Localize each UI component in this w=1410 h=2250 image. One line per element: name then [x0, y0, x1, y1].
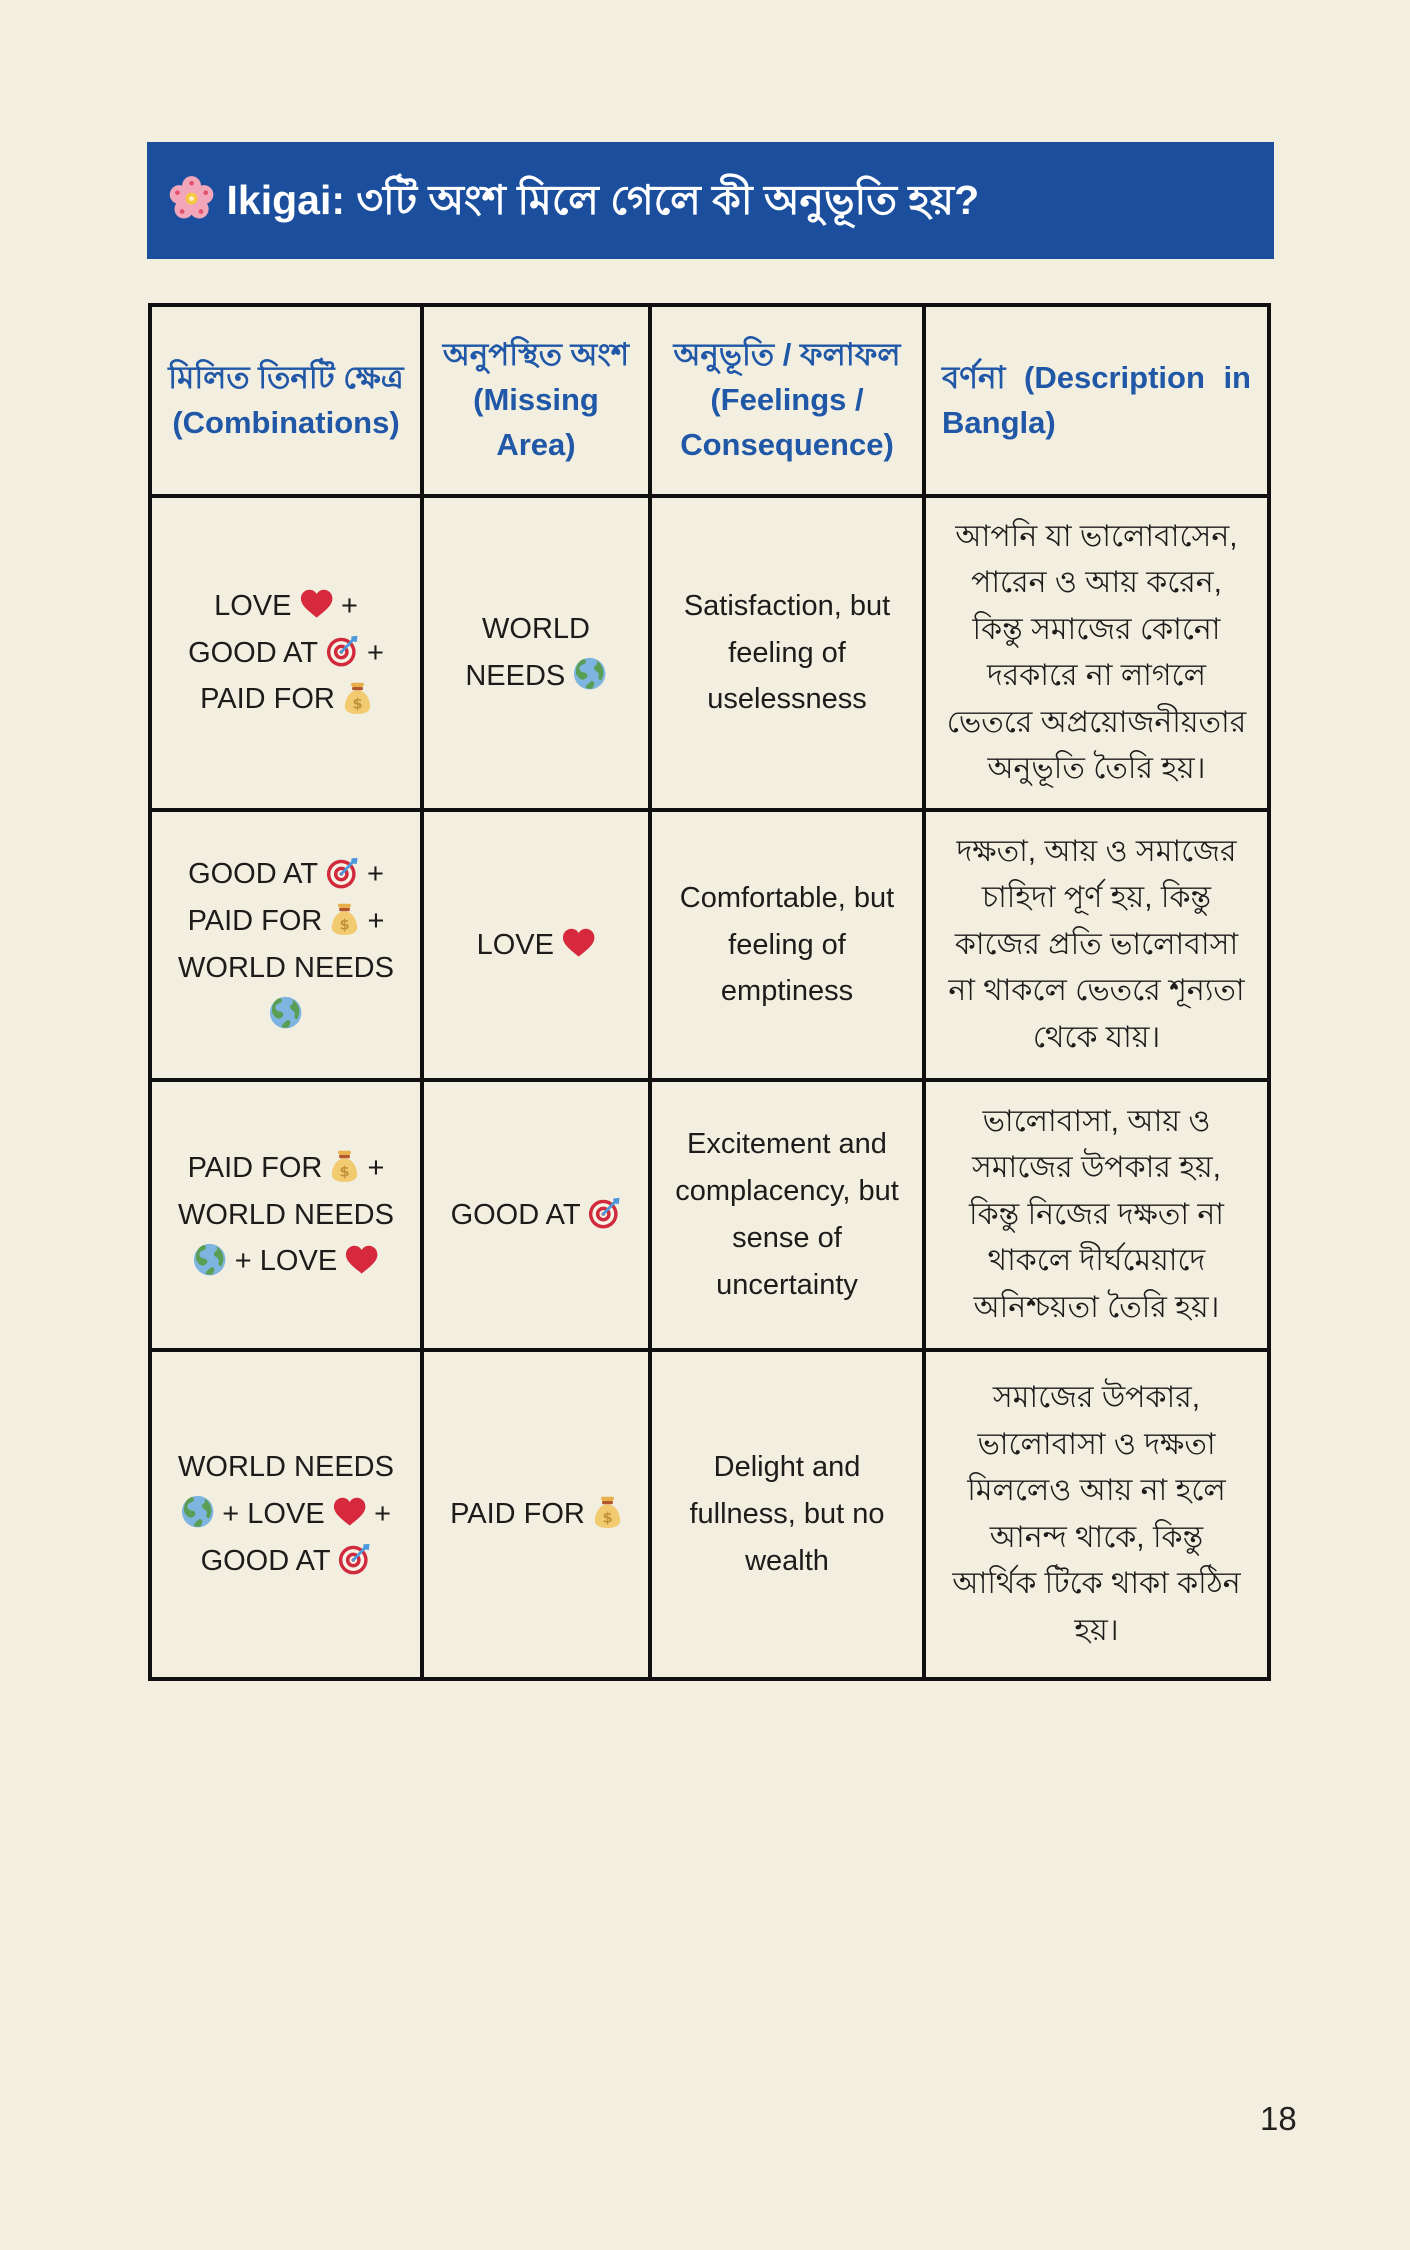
cherry-blossom-icon	[168, 175, 215, 222]
globe-icon	[193, 1243, 226, 1276]
cell-feelings: Excitement and complacency, but sense of uncertainty	[650, 1080, 924, 1350]
cell-missing-area: PAID FOR $	[422, 1350, 650, 1679]
heart-icon	[345, 1243, 378, 1276]
cell-feelings: Delight and fullness, but no wealth	[650, 1350, 924, 1679]
heart-icon	[300, 587, 333, 620]
svg-text:$: $	[339, 918, 350, 935]
column-header-feelings: অনুভূতি / ফলাফল (Feelings / Consequence)	[650, 305, 924, 496]
table-header-row	[150, 305, 1269, 496]
cell-feelings: Comfortable, but feeling of emptiness	[650, 810, 924, 1080]
cell-combination: LOVE + GOOD AT + PAID FOR $	[150, 496, 422, 810]
table-row	[150, 496, 1269, 810]
cell-combination: GOOD AT + PAID FOR $ + WORLD NEEDS	[150, 810, 422, 1080]
table-row	[150, 1080, 1269, 1350]
svg-text:$: $	[339, 1164, 350, 1181]
cell-description: দক্ষতা, আয় ও সমাজের চাহিদা পূর্ণ হয়, কিন্তু কাজের প্রতি ভালোবাসা না থাকলে ভেতরে শূন্যতা থেকে যায়।	[924, 810, 1269, 1080]
ikigai-feelings-table	[148, 303, 1271, 1681]
money-bag-icon	[593, 1495, 622, 1528]
money-bag-icon	[343, 681, 372, 714]
money-bag-icon	[330, 902, 359, 935]
cell-combination: PAID FOR $ + WORLD NEEDS + LOVE	[150, 1080, 422, 1350]
page-number: 18	[1260, 2100, 1297, 2137]
globe-icon	[181, 1495, 214, 1528]
target-icon	[326, 856, 359, 889]
column-header-description: বর্ণনা (Description in Bangla)	[924, 305, 1269, 496]
table-row	[150, 1350, 1269, 1679]
target-icon	[326, 634, 359, 667]
column-header-missing-area: অনুপস্থিত অংশ (Missing Area)	[422, 305, 650, 496]
column-header-combinations: মিলিত তিনটি ক্ষেত্র (Combinations)	[150, 305, 422, 496]
globe-icon	[573, 657, 606, 690]
target-icon	[588, 1196, 621, 1229]
target-icon	[338, 1542, 371, 1575]
cell-combination: WORLD NEEDS + LOVE + GOOD AT	[150, 1350, 422, 1679]
cell-description: সমাজের উপকার, ভালোবাসা ও দক্ষতা মিললেও আয় না হলে আনন্দ থাকে, কিন্তু আর্থিক টিকে থাকা কঠিন হয়।	[924, 1350, 1269, 1679]
svg-text:$: $	[602, 1511, 613, 1528]
page-title: Ikigai: ৩টি অংশ মিলে গেলে কী অনুভূতি হয়?	[168, 175, 979, 225]
money-bag-icon	[330, 1149, 359, 1182]
cell-description: আপনি যা ভালোবাসেন, পারেন ও আয় করেন, কিন্তু সমাজের কোনো দরকারে না লাগলে ভেতরে অপ্রয়োজনীয়তার অনুভূতি তৈরি হয়।	[924, 496, 1269, 810]
cell-missing-area: LOVE	[422, 810, 650, 1080]
page-title-banner	[147, 142, 1274, 259]
cell-missing-area: GOOD AT	[422, 1080, 650, 1350]
cell-missing-area: WORLD NEEDS	[422, 496, 650, 810]
cell-feelings: Satisfaction, but feeling of uselessness	[650, 496, 924, 810]
table-row	[150, 810, 1269, 1080]
globe-icon	[269, 996, 302, 1029]
cell-description: ভালোবাসা, আয় ও সমাজের উপকার হয়, কিন্তু নিজের দক্ষতা না থাকলে দীর্ঘমেয়াদে অনিশ্চয়তা তৈরি হয়।	[924, 1080, 1269, 1350]
svg-text:$: $	[352, 696, 363, 713]
heart-icon	[562, 926, 595, 959]
heart-icon	[333, 1495, 366, 1528]
